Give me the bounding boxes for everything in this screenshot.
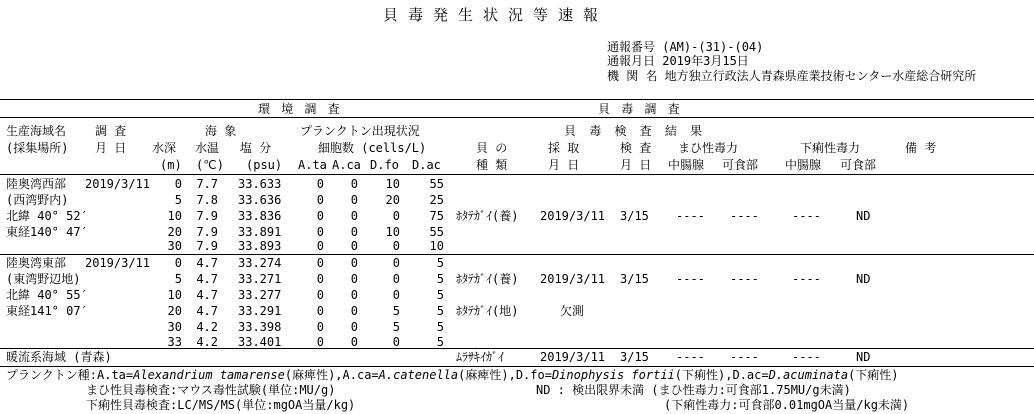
environment-survey-header: 環 境 調 査 xyxy=(258,102,342,116)
col-psp-midgut: 中腸腺 xyxy=(668,158,705,172)
page-title: 貝毒発生状況等速報 xyxy=(383,6,609,24)
dsp-midgut-value: ---- xyxy=(792,272,821,286)
column-header-rule xyxy=(0,174,1034,175)
col-dac: D.ac xyxy=(412,158,441,172)
ata-count: 0 xyxy=(316,239,324,253)
collect-date: 2019/3/11 xyxy=(540,350,606,364)
dac-count: 5 xyxy=(436,335,444,349)
col-aca: A.ca xyxy=(332,158,361,172)
aca-count: 0 xyxy=(350,335,358,349)
psp-midgut-value: ---- xyxy=(676,350,705,364)
aca-count: 0 xyxy=(350,225,358,239)
depth: 10 xyxy=(167,288,182,302)
shellfish-species: ﾑﾗｻｷｲｶﾞｲ xyxy=(456,350,505,364)
inspect-date: 3/15 xyxy=(620,350,649,364)
col-salinity: 塩 分 xyxy=(240,141,272,155)
inspect-date: 3/15 xyxy=(620,272,649,286)
shellfish-species: ﾎﾀﾃｶﾞｲ(地) xyxy=(456,304,519,318)
dac-count: 5 xyxy=(436,256,444,270)
species-name: Dinophysis fortii xyxy=(551,368,675,382)
col-psp-edible: 可食部 xyxy=(722,158,759,172)
col-dsp: 下痢性毒力 xyxy=(800,141,861,155)
dsp-edible-value: ND xyxy=(856,350,871,364)
dfo-count: 0 xyxy=(392,239,400,253)
salinity: 33.398 xyxy=(238,320,282,334)
col-temp: 水温 xyxy=(195,141,220,155)
dac-count: 55 xyxy=(429,225,444,239)
aca-count: 0 xyxy=(350,304,358,318)
shellfish-toxin-header: 貝 毒 調 査 xyxy=(598,102,682,116)
plankton-legend-prefix: プランクトン種: xyxy=(6,368,97,382)
temperature: 7.9 xyxy=(196,225,218,239)
dfo-count: 0 xyxy=(392,256,400,270)
table-top-rule xyxy=(0,99,1034,100)
collect-date: 2019/3/11 xyxy=(540,209,606,223)
temperature: 7.9 xyxy=(196,239,218,253)
ata-count: 0 xyxy=(316,193,324,207)
species-name: Alexandrium tamarense xyxy=(133,368,285,382)
temperature: 4.7 xyxy=(196,272,218,286)
area-name: 陸奥湾西部 xyxy=(6,177,67,191)
temperature: 4.7 xyxy=(196,288,218,302)
ata-count: 0 xyxy=(316,177,324,191)
col-plankton: プランクトン出現状況 xyxy=(300,124,420,138)
ata-count: 0 xyxy=(316,225,324,239)
agency-name: 機 関 名 地方独立行政法人青森県産業技術センター水産総合研究所 xyxy=(607,69,977,83)
aca-count: 0 xyxy=(350,177,358,191)
psp-edible-value: ---- xyxy=(730,209,759,223)
salinity: 33.836 xyxy=(238,209,282,223)
col-depth: 水深 xyxy=(152,141,177,155)
ata-count: 0 xyxy=(316,304,324,318)
shellfish-species: ﾎﾀﾃｶﾞｲ(養) xyxy=(456,209,519,223)
aca-count: 0 xyxy=(350,288,358,302)
psp-midgut-value: ---- xyxy=(676,209,705,223)
area-name: 東経140° 47′ xyxy=(6,225,88,239)
col-collect: 採 取 xyxy=(548,141,580,155)
col-depth-unit: (m) xyxy=(160,158,182,172)
col-toxin-results: 貝 毒 検 査 結 果 xyxy=(564,124,706,138)
aca-count: 0 xyxy=(350,193,358,207)
ata-count: 0 xyxy=(316,320,324,334)
dfo-count: 0 xyxy=(392,272,400,286)
salinity: 33.893 xyxy=(238,239,282,253)
col-psp: まひ性毒力 xyxy=(678,141,739,155)
depth: 0 xyxy=(174,256,182,270)
aca-count: 0 xyxy=(350,320,358,334)
depth: 0 xyxy=(174,177,182,191)
aca-count: 0 xyxy=(350,239,358,253)
col-sea-conditions: 海 象 xyxy=(205,124,237,138)
dfo-count: 0 xyxy=(392,335,400,349)
temperature: 7.8 xyxy=(196,193,218,207)
salinity: 33.291 xyxy=(238,304,282,318)
col-temp-unit: (℃) xyxy=(196,158,224,172)
dfo-count: 10 xyxy=(385,177,400,191)
area-name: (西湾野内) xyxy=(6,193,69,207)
col-date: 調 査 xyxy=(95,124,127,138)
dac-count: 55 xyxy=(429,177,444,191)
temperature: 7.7 xyxy=(196,177,218,191)
dfo-count: 20 xyxy=(385,193,400,207)
area-name: 東経141° 07′ xyxy=(6,304,88,318)
col-dsp-midgut: 中腸腺 xyxy=(785,158,822,172)
shellfish-species: ﾎﾀﾃｶﾞｲ(養) xyxy=(456,272,519,286)
dsp-midgut-value: ---- xyxy=(792,350,821,364)
depth: 20 xyxy=(167,304,182,318)
dsp-limit-note: (下痢性毒力:可食部0.01mgOA当量/kg未満) xyxy=(664,398,910,412)
temperature: 4.7 xyxy=(196,304,218,318)
col-dsp-edible: 可食部 xyxy=(840,158,877,172)
dac-count: 5 xyxy=(436,288,444,302)
report-date: 通報月日 2019年3月15日 xyxy=(607,54,749,68)
dfo-count: 5 xyxy=(392,320,400,334)
depth: 33 xyxy=(167,335,182,349)
area-name: 北緯 40° 55′ xyxy=(6,288,88,302)
depth: 10 xyxy=(167,209,182,223)
dac-count: 75 xyxy=(429,209,444,223)
salinity: 33.277 xyxy=(238,288,282,302)
depth: 30 xyxy=(167,320,182,334)
dac-count: 5 xyxy=(436,304,444,318)
salinity: 33.274 xyxy=(238,256,282,270)
area-name: 北緯 40° 52′ xyxy=(6,209,88,223)
temperature: 7.9 xyxy=(196,209,218,223)
col-collect-sub: 月 日 xyxy=(548,158,580,172)
depth: 5 xyxy=(174,193,182,207)
col-date-sub: 月 日 xyxy=(95,141,127,155)
col-dfo: D.fo xyxy=(370,158,399,172)
ata-count: 0 xyxy=(316,272,324,286)
temperature: 4.2 xyxy=(196,320,218,334)
survey-date: 2019/3/11 xyxy=(85,177,151,191)
col-inspect: 検 査 xyxy=(620,141,652,155)
dac-count: 25 xyxy=(429,193,444,207)
ata-count: 0 xyxy=(316,335,324,349)
dac-count: 5 xyxy=(436,272,444,286)
table-bottom-rule xyxy=(0,366,1034,367)
nd-note: ND : 検出限界未満 (まひ性毒力:可食部1.75MU/g未満) xyxy=(536,383,851,397)
warm-current-area: 暖流系海域 (青森) xyxy=(6,350,112,364)
dfo-count: 0 xyxy=(392,209,400,223)
dfo-count: 5 xyxy=(392,304,400,318)
depth: 5 xyxy=(174,272,182,286)
depth: 20 xyxy=(167,225,182,239)
salinity: 33.271 xyxy=(238,272,282,286)
dfo-count: 10 xyxy=(385,225,400,239)
depth: 30 xyxy=(167,239,182,253)
dac-count: 5 xyxy=(436,320,444,334)
col-species: 貝 の xyxy=(476,141,508,155)
col-cells: 細胞数 (cells/L) xyxy=(318,141,427,155)
col-inspect-sub: 月 日 xyxy=(620,158,652,172)
psp-test-note: まひ性貝毒検査:マウス毒性試験(単位:MU/g) xyxy=(86,383,336,397)
salinity: 33.633 xyxy=(238,177,282,191)
collect-date: 欠測 xyxy=(560,304,585,318)
temperature: 4.2 xyxy=(196,335,218,349)
dsp-midgut-value: ---- xyxy=(792,209,821,223)
collect-date: 2019/3/11 xyxy=(540,272,606,286)
salinity: 33.891 xyxy=(238,225,282,239)
ata-count: 0 xyxy=(316,256,324,270)
species-name: D.acuminata xyxy=(768,368,849,382)
inspect-date: 3/15 xyxy=(620,209,649,223)
aca-count: 0 xyxy=(350,256,358,270)
ata-count: 0 xyxy=(316,209,324,223)
dac-count: 10 xyxy=(429,239,444,253)
col-area-sub: (採集場所) xyxy=(6,141,69,155)
report-number: 通報番号 (AM)-(31)-(04) xyxy=(607,40,764,54)
aca-count: 0 xyxy=(350,209,358,223)
plankton-legend: プランクトン種:A.ta=Alexandrium tamarense(麻痺性),A.ca=A.catenella(麻痺性),D.fo=Dinophysis fortii(下痢性),D.ac=D.acuminata(下痢性) xyxy=(6,368,899,382)
salinity: 33.401 xyxy=(238,335,282,349)
dsp-test-note: 下痢性貝毒検査:LC/MS/MS(単位:mgOA当量/kg) xyxy=(86,398,356,412)
area-name: (東湾野辺地) xyxy=(6,272,81,286)
col-species-sub: 種 類 xyxy=(476,158,508,172)
col-salinity-unit: (psu) xyxy=(246,158,283,172)
aca-count: 0 xyxy=(350,272,358,286)
survey-date: 2019/3/11 xyxy=(85,256,151,270)
species-name: A.catenella xyxy=(378,368,459,382)
section-header-rule xyxy=(0,117,1034,118)
area-name: 陸奥湾東部 xyxy=(6,256,67,270)
salinity: 33.636 xyxy=(238,193,282,207)
psp-midgut-value: ---- xyxy=(676,272,705,286)
psp-edible-value: ---- xyxy=(730,272,759,286)
ata-count: 0 xyxy=(316,288,324,302)
temperature: 4.7 xyxy=(196,256,218,270)
dfo-count: 0 xyxy=(392,288,400,302)
dsp-edible-value: ND xyxy=(856,209,871,223)
col-remarks: 備 考 xyxy=(905,141,937,155)
dsp-edible-value: ND xyxy=(856,272,871,286)
col-area: 生産海域名 xyxy=(6,124,67,138)
psp-edible-value: ---- xyxy=(730,350,759,364)
region-separator-rule xyxy=(0,254,1034,255)
col-ata: A.ta xyxy=(298,158,327,172)
